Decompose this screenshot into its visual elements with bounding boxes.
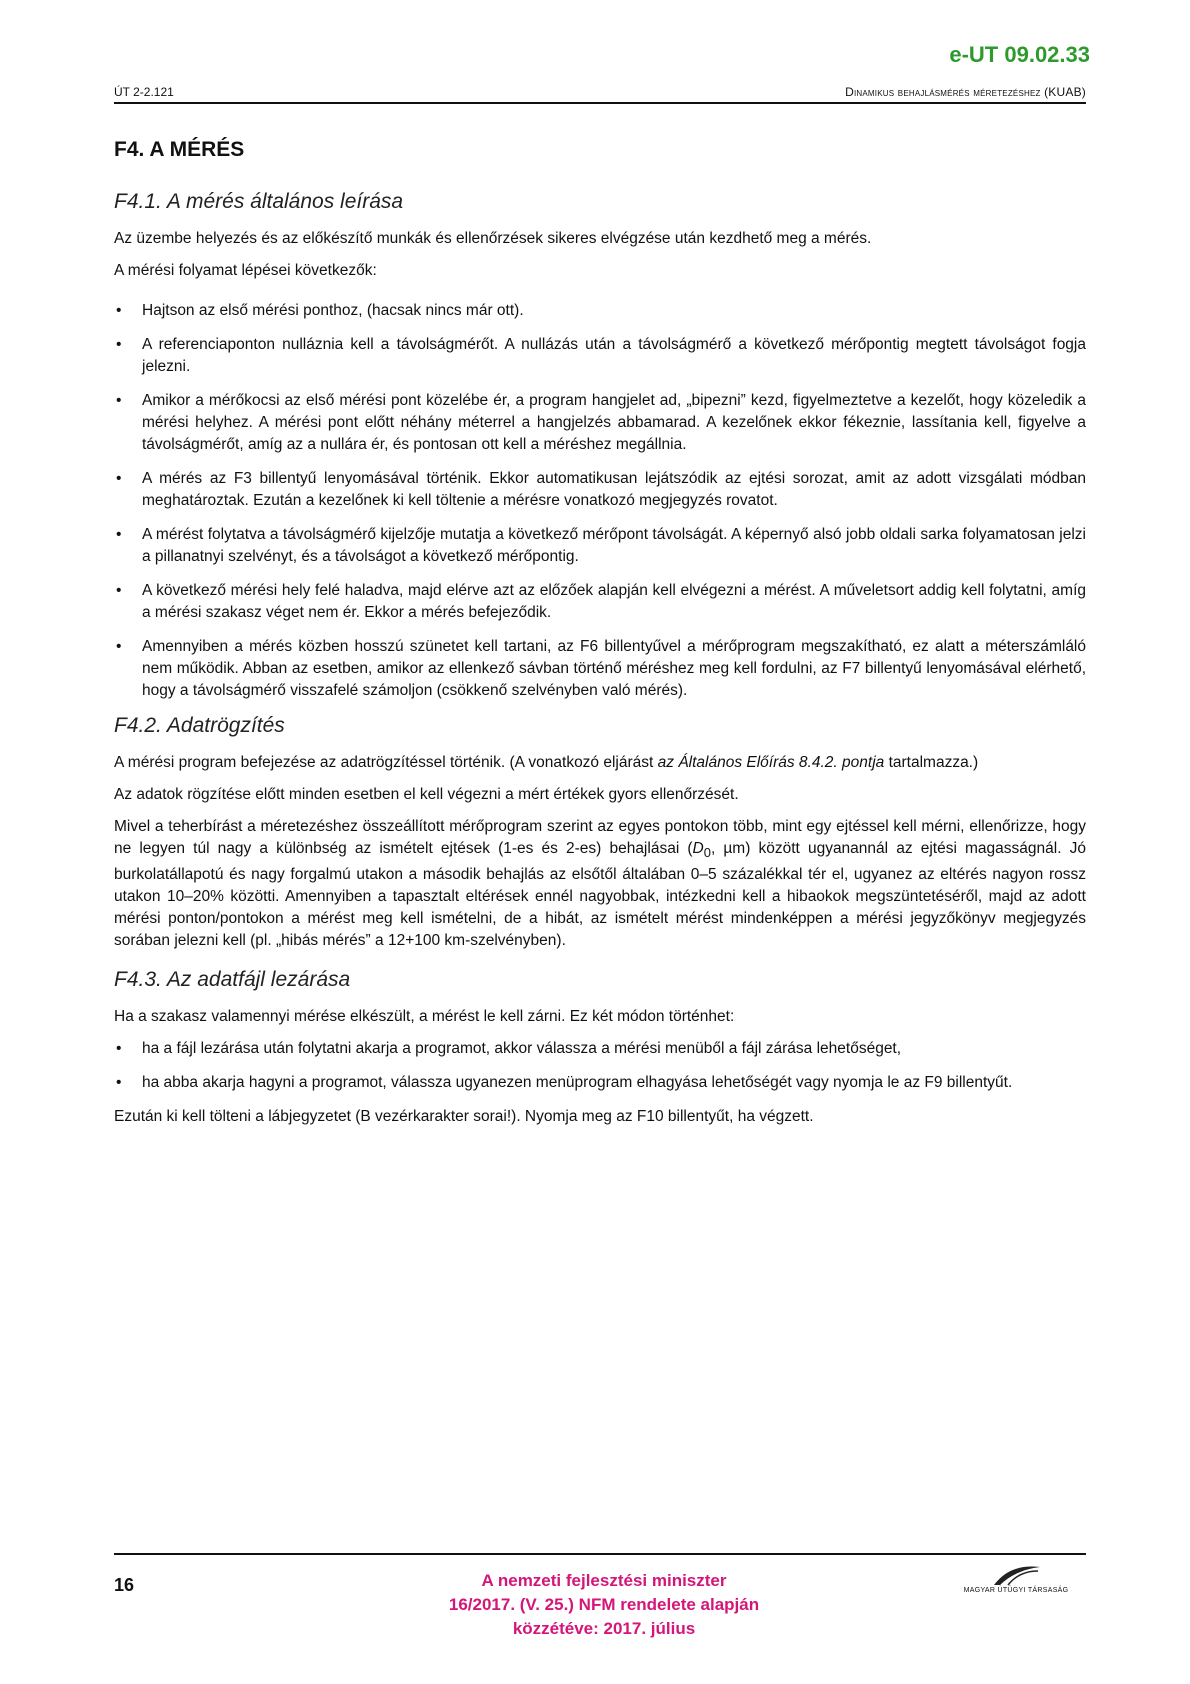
paragraph: [114, 752, 1086, 774]
text-run: Mivel a teherbírást a méretezéshez összeállított mérőprogram szerint az egyes pontokon több, mint egy ejtéssel kell mérni, ellenőrizze, hogy ne legyen túl nagy a különbség az ismételt ejtések (1-es és 2-es) behajlásai (: [114, 818, 1086, 857]
header-standard-number: ÚT 2-2.121: [114, 85, 174, 99]
paragraph: Ezután ki kell tölteni a lábjegyzetet (B vezérkarakter sorai!). Nyomja meg az F10 billentyűt, ha végzett.: [114, 1108, 814, 1126]
paragraph: Ha a szakasz valamennyi mérése elkészült, a mérést le kell zárni. Ez két módon történhet:: [114, 1008, 735, 1026]
list-item: • ha a fájl lezárása után folytatni akarja a programot, akkor válassza a mérési menüből a fájl zárása lehetőséget,: [114, 1038, 1086, 1060]
road-swoosh-icon: [992, 1561, 1042, 1587]
page-footer: [114, 1553, 1086, 1655]
section-heading-f4-2: F4.2. Adatrögzítés: [114, 714, 285, 737]
page-number: 16: [114, 1575, 135, 1595]
section-heading-f4-3: F4.3. Az adatfájl lezárása: [114, 968, 351, 992]
publication-line: 16/2017. (V. 25.) NFM rendelete alapján: [448, 1595, 760, 1614]
publication-line: közzétéve: 2017. július: [512, 1619, 696, 1638]
section-heading-f4-1: F4.1. A mérés általános leírása: [114, 190, 404, 213]
variable-subscript: 0: [703, 845, 711, 861]
paragraph: [114, 816, 1086, 952]
publication-line: A nemzeti fejlesztési miniszter: [481, 1571, 727, 1590]
publication-notice: [364, 1569, 844, 1641]
close-options-list: [114, 1038, 1086, 1094]
text-run: , µm) között ugyanannál az ejtési magasságnál. Jó burkolatállapotú és nagy forgalmú utakon a második behajlás az elsőtől általában 0–5 százalékkal tér el, ugyanez az eltérés nagyon rossz utakon 10–20% közötti. Amennyiben a tapasztalt eltérések ennél nagyobbak, intézkedni kell a hibaokok megszüntetéséről, majd az adott mérési ponton/pontokon a mérést meg kell ismételni, de a hibát, az ismételt mérést mindenképpen a mérési jegyzőkönyv megjegyzés sorában jelezni kell (pl. „hibás mérés” a 12+100 km-szelvényben).: [114, 840, 1086, 950]
document-code-stamp: e-UT 09.02.33: [949, 42, 1090, 67]
list-item: • A mérést folytatva a távolságmérő kijelzője mutatja a következő mérőpont távolságát. A képernyő alsó jobb oldali sarka folyamatosan jelzi a pillanatnyi szelvényt, és a távolságot a következő mérőpontig.: [114, 524, 1086, 568]
paragraph: A mérési folyamat lépései következők:: [114, 262, 377, 279]
list-item: • ha abba akarja hagyni a programot, válassza ugyanezen menüprogram elhagyása lehetőségét vagy nyomja le az F9 billentyűt.: [114, 1072, 1086, 1094]
list-item: • A referenciaponton nulláznia kell a távolságmérőt. A nullázás után a távolságmérő a következő mérőpontig megtett távolságot fogja jelezni.: [114, 334, 1086, 378]
measurement-steps-list: [114, 300, 1086, 702]
reference-italic: az Általános Előírás 8.4.2. pontja: [657, 754, 885, 771]
list-item: • A következő mérési hely felé haladva, majd elérve azt az előzőek alapján kell elvégezni a mérést. A műveletsort addig kell folytatni, amíg a mérési szakasz véget nem ér. Ekkor a mérés befejeződik.: [114, 580, 1086, 624]
list-item: • Amikor a mérőkocsi az első mérési pont közelébe ér, a program hangjelet ad, „bipezni” kezd, figyelmeztetve a kezelőt, hogy közeledik a mérési helyhez. A mérési pont előtt néhány méterrel a hangjelzés abbamarad. A kezelőnek ekkor fékeznie, lassítania kell, figyelve a távolságmérőt, amíg az a nullára ér, és pontosan ott kell a méréshez megállnia.: [114, 390, 1086, 456]
paragraph: Az üzembe helyezés és az előkészítő munkák és ellenőrzések sikeres elvégzése után kezdhető meg a mérés.: [114, 230, 872, 247]
header-document-title: Dinamikus behajlásmérés méretezéshez (KUAB): [845, 85, 1086, 99]
logo-text: MAGYAR ÚTÜGYI TÁRSASÁG: [963, 1587, 1069, 1594]
text-run: tartalmazza.): [884, 754, 979, 771]
paragraph: Az adatok rögzítése előtt minden esetben el kell végezni a mért értékek gyors ellenőrzését.: [114, 786, 739, 803]
page-header: [114, 84, 1086, 104]
society-logo: [946, 1561, 1086, 1601]
chapter-title: F4. A MÉRÉS: [114, 138, 245, 161]
list-item: • Hajtson az első mérési ponthoz, (hacsak nincs már ott).: [114, 300, 1086, 322]
list-item: • Amennyiben a mérés közben hosszú szünetet kell tartani, az F6 billentyűvel a mérőprogram megszakítható, ez alatt a méterszámláló nem működik. Abban az esetben, amikor az ellenkező sávban történő méréshez meg kell fordulni, az F7 billentyű lenyomásával elérhető, hogy a távolságmérő visszafelé számoljon (csökkenő szelvényben való mérés).: [114, 636, 1086, 702]
text-run: A mérési program befejezése az adatrögzítéssel történik. (A vonatkozó eljárást: [114, 754, 658, 771]
list-item: • A mérés az F3 billentyű lenyomásával történik. Ekkor automatikusan lejátszódik az ejtési sorozat, amit az adott vizsgálati módban meghatároztak. Ezután a kezelőnek ki kell töltenie a mérésre vonatkozó megjegyzés rovatot.: [114, 468, 1086, 512]
variable-symbol: D: [692, 840, 704, 857]
page-content: [114, 138, 1086, 1138]
